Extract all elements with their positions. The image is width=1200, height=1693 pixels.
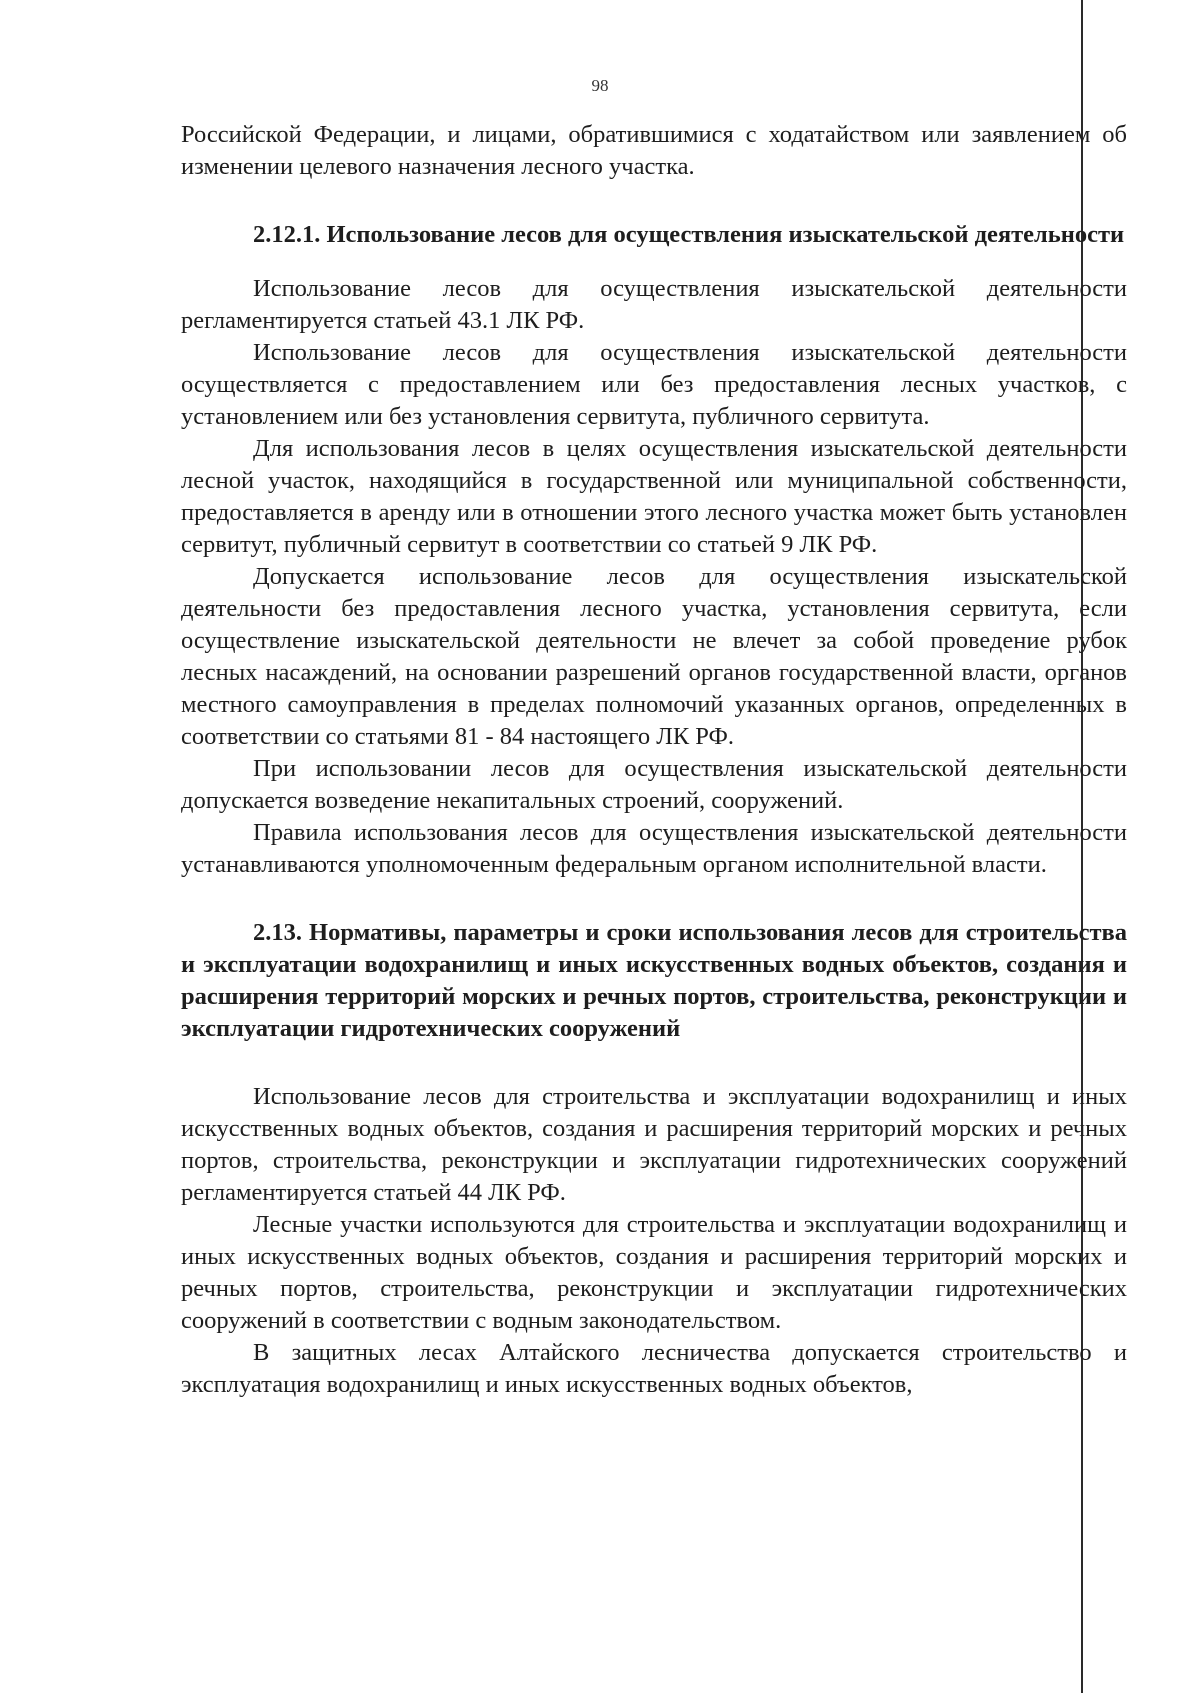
paragraph: Допускается использование лесов для осуществления изыскательской деятельности без предоставления лесного участка, установления сервитута, если осуществление изыскательской деятельности не влечет за собой проведение рубок лесных насаждений, на основании разрешений органов государственной власти, органов местного самоуправления в пределах полномочий указанных органов, определенных в соответствии со статьями 81 - 84 настоящего ЛК РФ. bbox=[181, 563, 1127, 750]
paragraph: Лесные участки используются для строительства и эксплуатации водохранилищ и иных искусственных водных объектов, создания и расширения территорий морских и речных портов, строительства, реконструкции и эксплуатации гидротехнических сооружений в соответствии с водным законодательством. bbox=[181, 1211, 1127, 1334]
paragraph-continuation: Российской Федерации, и лицами, обратившимися с ходатайством или заявлением об изменении целевого назначения лесного участка. bbox=[181, 121, 1127, 180]
paragraph: Использование лесов для строительства и эксплуатации водохранилищ и иных искусственных водных объектов, создания и расширения территорий морских и речных портов, строительства, реконструкции и эксплуатации гидротехнических сооружений регламентируется статьей 44 ЛК РФ. bbox=[181, 1083, 1127, 1206]
document-body bbox=[181, 119, 1127, 1401]
paragraph: Правила использования лесов для осуществления изыскательской деятельности устанавливаются уполномоченным федеральным органом исполнительной власти. bbox=[181, 819, 1127, 878]
section-heading-2-12-1: 2.12.1. Использование лесов для осуществления изыскательской деятельности bbox=[253, 221, 1125, 248]
paragraph: В защитных лесах Алтайского лесничества допускается строительство и эксплуатация водохранилищ и иных искусственных водных объектов, bbox=[181, 1339, 1127, 1398]
page-number: 98 bbox=[591, 76, 609, 95]
paragraph: Использование лесов для осуществления изыскательской деятельности регламентируется статьей 43.1 ЛК РФ. bbox=[181, 275, 1127, 334]
paragraph: Для использования лесов в целях осуществления изыскательской деятельности лесной участок, находящийся в государственной или муниципальной собственности, предоставляется в аренду или в отношении этого лесного участка может быть установлен сервитут, публичный сервитут в соответствии со статьей 9 ЛК РФ. bbox=[181, 435, 1127, 558]
section-heading-2-13: 2.13. Нормативы, параметры и сроки использования лесов для строительства и эксплуатации водохранилищ и иных искусственных водных объектов, создания и расширения территорий морских и речных портов, строительства, реконструкции и эксплуатации гидротехнических сооружений bbox=[181, 919, 1127, 1042]
paragraph: Использование лесов для осуществления изыскательской деятельности осуществляется с предоставлением или без предоставления лесных участков, с установлением или без установления сервитута, публичного сервитута. bbox=[181, 339, 1127, 430]
paragraph: При использовании лесов для осуществления изыскательской деятельности допускается возведение некапитальных строений, сооружений. bbox=[181, 755, 1127, 814]
